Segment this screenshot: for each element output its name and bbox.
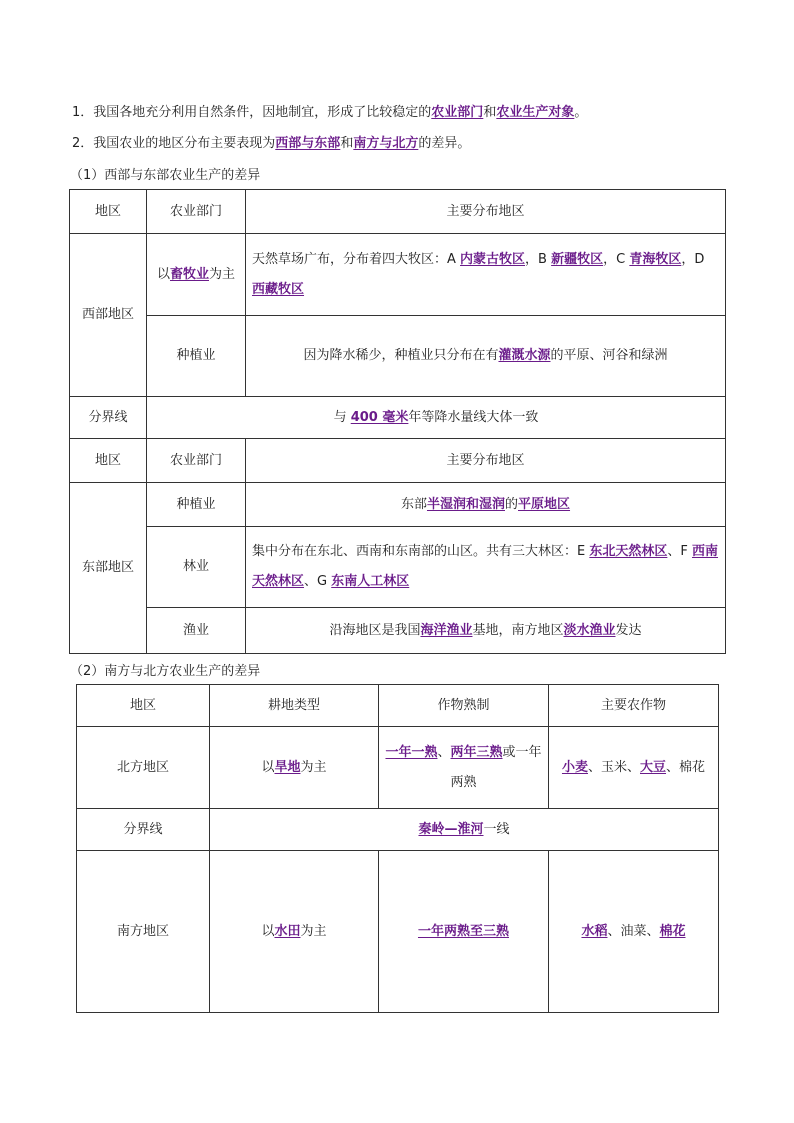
header-dept: 农业部门 [147,439,246,483]
cropping-cell: 一年一熟、两年三熟或一年两熟 [379,727,549,809]
header-region: 地区 [70,439,147,483]
table-row [77,851,719,1013]
cropping-cell: 一年两熟至三熟 [379,851,549,1013]
header-area: 主要分布地区 [246,439,726,483]
header-region: 地区 [77,685,210,727]
land-cell: 以水田为主 [210,851,379,1013]
east-region-cell: 东部地区 [70,483,147,654]
boundary-label: 分界线 [70,397,147,439]
boundary-row [70,397,726,439]
area-cell: 沿海地区是我国海洋渔业基地，南方地区淡水渔业发达 [246,608,726,654]
section-title-2: （2）南方与北方农业生产的差异 [70,664,261,679]
area-cell: 集中分布在东北、西南和东南部的山区。共有三大林区：E 东北天然林区、F 西南天然林区、G 东南人工林区 [246,527,726,608]
south-north-table [76,684,719,1013]
header-region: 地区 [70,190,147,234]
crops-cell: 水稻、油菜、棉花 [549,851,719,1013]
dept-cell: 以畜牧业为主 [147,234,246,316]
area-cell: 天然草场广布，分布着四大牧区：A 内蒙古牧区，B 新疆牧区，C 青海牧区，D 西藏牧区 [246,234,726,316]
crops-cell: 小麦、玉米、大豆、棉花 [549,727,719,809]
header-land: 耕地类型 [210,685,379,727]
paragraph-2: 2．我国农业的地区分布主要表现为西部与东部和南方与北方的差异。 [72,136,471,151]
area-cell: 因为降水稀少，种植业只分布在有灌溉水源的平原、河谷和绿洲 [246,316,726,397]
boundary-row [77,809,719,851]
table-header-row [77,685,719,727]
table-header-row [70,439,726,483]
section-title-1: （1）西部与东部农业生产的差异 [70,168,261,183]
table-row [70,527,726,608]
dept-cell: 种植业 [147,316,246,397]
dept-cell: 种植业 [147,483,246,527]
dept-cell: 渔业 [147,608,246,654]
table-row [70,483,726,527]
west-east-table [69,189,726,654]
land-cell: 以旱地为主 [210,727,379,809]
header-crops: 主要农作物 [549,685,719,727]
dept-cell: 林业 [147,527,246,608]
table-row [77,727,719,809]
boundary-cell: 秦岭—淮河一线 [210,809,719,851]
north-region-cell: 北方地区 [77,727,210,809]
table-header-row [70,190,726,234]
header-area: 主要分布地区 [246,190,726,234]
paragraph-1: 1．我国各地充分利用自然条件，因地制宜，形成了比较稳定的农业部门和农业生产对象。 [72,105,588,120]
header-cropping: 作物熟制 [379,685,549,727]
boundary-label: 分界线 [77,809,210,851]
west-region-cell: 西部地区 [70,234,147,397]
header-dept: 农业部门 [147,190,246,234]
boundary-cell: 与 400 毫米年等降水量线大体一致 [147,397,726,439]
area-cell: 东部半湿润和湿润的平原地区 [246,483,726,527]
south-region-cell: 南方地区 [77,851,210,1013]
table-row [70,234,726,316]
table-row [70,316,726,397]
table-row [70,608,726,654]
